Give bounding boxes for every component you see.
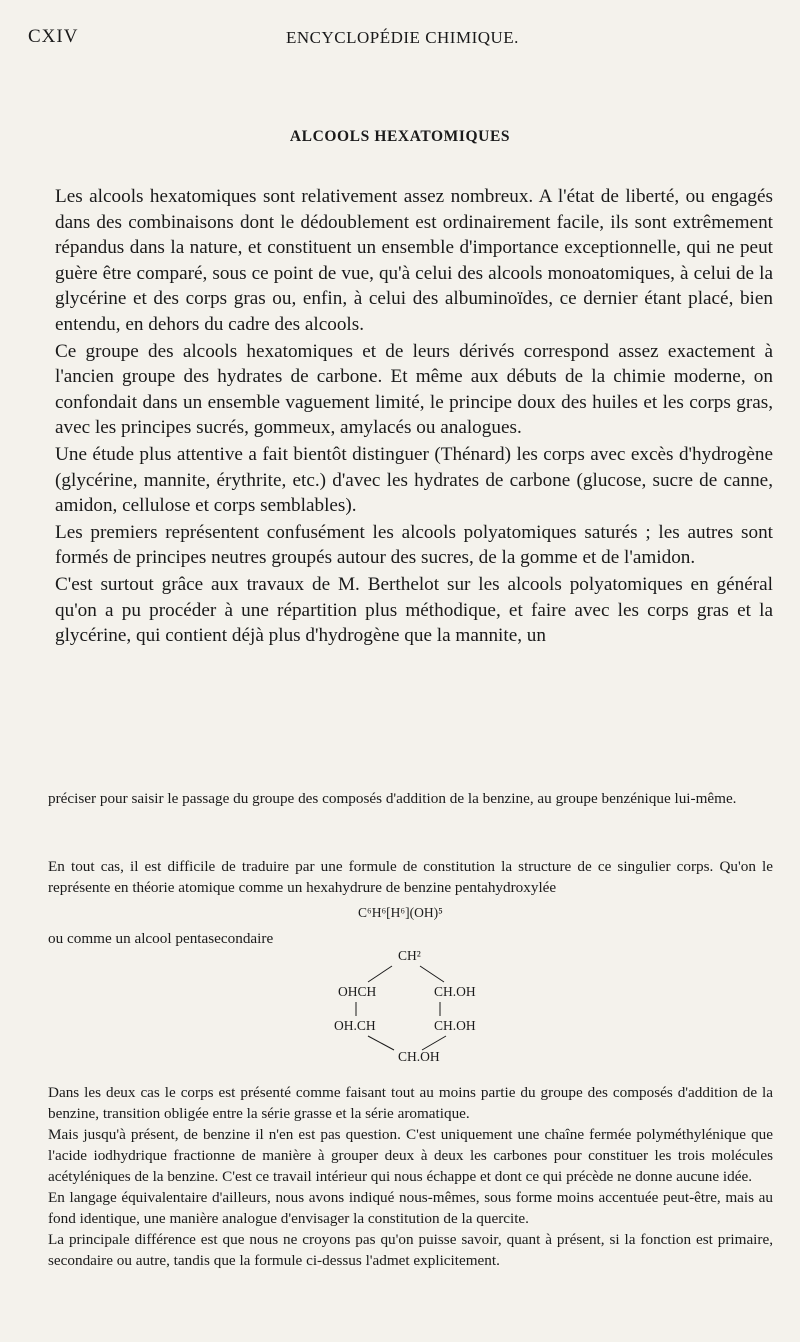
structural-formula <box>300 940 520 1065</box>
bond-line <box>420 966 444 982</box>
running-title: ENCYCLOPÉDIE CHIMIQUE. <box>286 28 519 47</box>
page-number: CXIV <box>28 26 79 47</box>
running-header <box>28 26 780 50</box>
paragraph: Ce groupe des alcools hexatomiques et de leurs dérivés correspond assez exactement à l'ancien groupe des hydrates de carbone. Et même aux débuts de la chimie moderne, on confondait dans un ensemble vaguement limité, le principe doux des huiles et les corps gras, avec les principes sucrés, gommeux, amylacés ou analogues. <box>55 340 773 439</box>
paragraph: La principale différence est que nous ne croyons pas qu'on puisse savoir, quant à présent, si la fonction est primaire, secondaire ou autre, tandis que la formule ci-dessus l'admet explicitement. <box>48 1231 773 1269</box>
paragraph: En tout cas, il est difficile de traduire par une formule de constitution la structure de ce singulier corps. Qu'on le représente en théorie atomique comme un hexahydrure de benzine pentahydroxylée <box>48 858 773 896</box>
small-text-block <box>48 788 773 809</box>
structure-right-lower-label: CH.OH <box>434 1018 476 1033</box>
structure-bottom-label: CH.OH <box>398 1049 440 1064</box>
paragraph: préciser pour saisir le passage du groupe des composés d'addition de la benzine, au groupe benzénique lui-même. <box>48 790 737 807</box>
paragraph: Les alcools hexatomiques sont relativement assez nombreux. A l'état de liberté, ou engagés dans des combinaisons dont le dédoublement est ordinairement facile, ils sont extrêmement répandus dans la nature, et constituent un ensemble d'importance exceptionnelle, qui ne peut guère être comparé, sous ce point de vue, qu'à celui des alcools monoatomiques, à celui de la glycérine et des corps gras ou, enfin, à celui des albuminoïdes, ce dernier étant placé, bien entendu, en dehors du cadre des alcools. <box>55 186 773 335</box>
bond-line <box>368 966 392 982</box>
structure-top-label: CH² <box>398 948 421 963</box>
bond-line <box>368 1036 394 1050</box>
formula-caption: ou comme un alcool pentasecondaire <box>48 930 274 947</box>
section-title: ALCOOLS HEXATOMIQUES <box>289 128 511 145</box>
structure-diagram <box>300 940 520 1065</box>
paragraph: C'est surtout grâce aux travaux de M. Berthelot sur les alcools polyatomiques en général qu'on a pu procéder à une répartition plus méthodique, et faire avec les corps gras et la glycérine, qui contient déjà plus d'hydrogène que la mannite, un <box>55 573 773 647</box>
paragraph: En langage équivalentaire d'ailleurs, nous avons indiqué nous-mêmes, sous forme moins accentuée peut-être, mais au fond identique, une manière analogue d'envisager la constitution de la quercite. <box>48 1189 773 1227</box>
paragraph: Les premiers représentent confusément les alcools polyatomiques saturés ; les autres sont formés de principes neutres groupés autour des sucres, de la gomme et de l'amidon. <box>55 521 773 569</box>
main-text <box>55 184 773 649</box>
paragraph: Une étude plus attentive a fait bientôt distinguer (Thénard) les corps avec excès d'hydrogène (glycérine, mannite, érythrite, etc.) d'avec les hydrates de carbone (glucose, sucre de canne, amidon, cellulose et corps semblables). <box>55 443 773 517</box>
small-text-block <box>48 1082 773 1271</box>
structure-right-upper-label: CH.OH <box>434 984 476 999</box>
small-text-block <box>48 856 773 898</box>
paragraph: Dans les deux cas le corps est présenté comme faisant tout au moins partie du groupe des composés d'addition de la benzine, transition obligée entre la série grasse et la série aromatique. <box>48 1084 773 1122</box>
structure-left-lower-label: OH.CH <box>334 1018 376 1033</box>
bond-line <box>422 1036 446 1050</box>
formula: C⁶H⁶[H⁶](OH)⁵ <box>358 905 443 920</box>
structure-left-upper-label: OHCH <box>338 984 377 999</box>
paragraph: Mais jusqu'à présent, de benzine il n'en est pas question. C'est uniquement une chaîne fermée polyméthylénique que l'acide iodhydrique fractionne de manière à grouper deux à deux les carbones pour constituer les trois molécules acétyléniques de la benzine. C'est ce travail intérieur qui nous échappe et dont ce qui précède ne donne aucune idée. <box>48 1126 773 1185</box>
